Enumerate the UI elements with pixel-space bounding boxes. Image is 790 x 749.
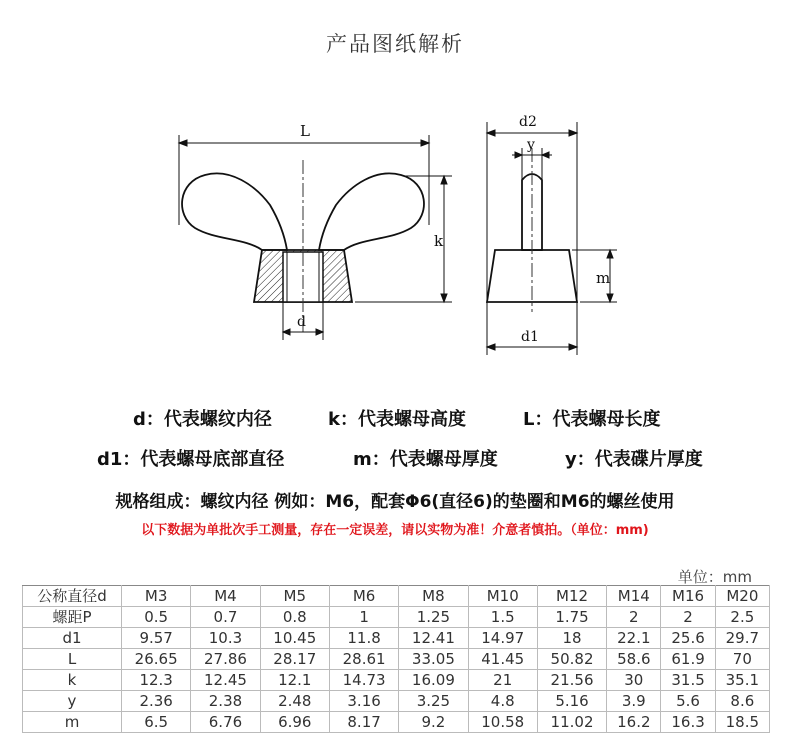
table-cell: 8.17 [329, 712, 398, 733]
table-cell: 31.5 [661, 670, 715, 691]
table-cell: 3.9 [607, 691, 661, 712]
label-k: k [434, 232, 444, 250]
table-cell: 27.86 [191, 649, 260, 670]
table-cell: 2.36 [122, 691, 191, 712]
table-cell: 50.82 [537, 649, 606, 670]
table-cell: 6.5 [122, 712, 191, 733]
table-row [23, 670, 770, 691]
legend-row-2 [0, 445, 790, 469]
table-cell: 30 [607, 670, 661, 691]
row-label: 螺距P [23, 607, 122, 628]
table-cell: 16.09 [399, 670, 468, 691]
row-label: L [23, 649, 122, 670]
table-cell: 8.6 [715, 691, 769, 712]
table-cell: 18 [537, 628, 606, 649]
table-cell: M8 [399, 586, 468, 607]
table-cell: 28.61 [329, 649, 398, 670]
table-row [23, 691, 770, 712]
label-d1: d1 [521, 329, 539, 345]
page-title: 产品图纸解析 [326, 32, 464, 56]
table-cell: M6 [329, 586, 398, 607]
table-cell: 58.6 [607, 649, 661, 670]
table-cell: 0.5 [122, 607, 191, 628]
table-cell: 1.5 [468, 607, 537, 628]
table-cell: 10.45 [260, 628, 329, 649]
spec-table [22, 585, 770, 733]
table-cell: 14.97 [468, 628, 537, 649]
table-cell: M20 [715, 586, 769, 607]
label-L: L [300, 122, 310, 140]
table-cell: 0.8 [260, 607, 329, 628]
table-cell: 12.3 [122, 670, 191, 691]
table-cell: 70 [715, 649, 769, 670]
table-row [23, 628, 770, 649]
row-label: 公称直径d [23, 586, 122, 607]
table-cell: 18.5 [715, 712, 769, 733]
table-cell: 28.17 [260, 649, 329, 670]
table-cell: 4.8 [468, 691, 537, 712]
wing-nut-technical-drawing [0, 100, 790, 370]
table-cell: 6.96 [260, 712, 329, 733]
table-cell: 33.05 [399, 649, 468, 670]
row-label: d1 [23, 628, 122, 649]
table-cell: 2.5 [715, 607, 769, 628]
table-cell: 0.7 [191, 607, 260, 628]
table-cell: 2 [607, 607, 661, 628]
measurement-notice: 以下数据为单批次手工测量，存在一定误差，请以实物为准！介意者慎拍。（单位：mm) [141, 523, 649, 538]
table-row [23, 712, 770, 733]
table-cell: 22.1 [607, 628, 661, 649]
table-cell: 14.73 [329, 670, 398, 691]
legend-y: y：代表碟片厚度 [565, 449, 703, 470]
row-label: m [23, 712, 122, 733]
table-cell: 61.9 [661, 649, 715, 670]
table-cell: M14 [607, 586, 661, 607]
table-cell: 26.65 [122, 649, 191, 670]
table-cell: 3.16 [329, 691, 398, 712]
table-row [23, 607, 770, 628]
table-cell: 2.38 [191, 691, 260, 712]
table-cell: 9.57 [122, 628, 191, 649]
table-cell: 21.56 [537, 670, 606, 691]
table-header-row [23, 586, 770, 607]
table-cell: 1.25 [399, 607, 468, 628]
legend-d1: d1：代表螺母底部直径 [97, 449, 285, 470]
table-row [23, 649, 770, 670]
legend-k: k：代表螺母高度 [328, 409, 466, 430]
table-cell: 1.75 [537, 607, 606, 628]
legend-L: L：代表螺母长度 [523, 409, 661, 430]
right-wing [319, 173, 424, 250]
table-cell: 29.7 [715, 628, 769, 649]
legend-m: m：代表螺母厚度 [353, 449, 498, 470]
table-cell: 21 [468, 670, 537, 691]
table-cell: M12 [537, 586, 606, 607]
label-d2: d2 [519, 114, 537, 130]
left-wing [182, 173, 287, 250]
row-label: y [23, 691, 122, 712]
unit-label: 单位：mm [677, 568, 752, 586]
table-cell: 6.76 [191, 712, 260, 733]
table-cell: 41.45 [468, 649, 537, 670]
table-cell: 10.3 [191, 628, 260, 649]
table-cell: 11.8 [329, 628, 398, 649]
table-cell: 12.1 [260, 670, 329, 691]
table-cell: 35.1 [715, 670, 769, 691]
table-cell: 16.3 [661, 712, 715, 733]
legend-row-1 [0, 405, 790, 429]
label-m: m [596, 269, 611, 287]
label-y: y [527, 137, 535, 153]
table-cell: M3 [122, 586, 191, 607]
table-cell: 16.2 [607, 712, 661, 733]
label-d: d [297, 314, 306, 330]
table-cell: 2 [661, 607, 715, 628]
table-cell: 12.41 [399, 628, 468, 649]
row-label: k [23, 670, 122, 691]
table-cell: 12.45 [191, 670, 260, 691]
table-cell: M5 [260, 586, 329, 607]
table-cell: 1 [329, 607, 398, 628]
table-cell: 5.6 [661, 691, 715, 712]
table-cell: 25.6 [661, 628, 715, 649]
table-cell: 5.16 [537, 691, 606, 712]
table-cell: 3.25 [399, 691, 468, 712]
table-cell: 11.02 [537, 712, 606, 733]
table-cell: 9.2 [399, 712, 468, 733]
table-cell: 2.48 [260, 691, 329, 712]
legend-d: d：代表螺纹内径 [133, 409, 272, 430]
table-cell: M10 [468, 586, 537, 607]
spec-description: 规格组成：螺纹内径 例如：M6，配套Φ6(直径6)的垫圈和M6的螺丝使用 [115, 492, 675, 512]
table-cell: M16 [661, 586, 715, 607]
table-cell: 10.58 [468, 712, 537, 733]
table-cell: M4 [191, 586, 260, 607]
